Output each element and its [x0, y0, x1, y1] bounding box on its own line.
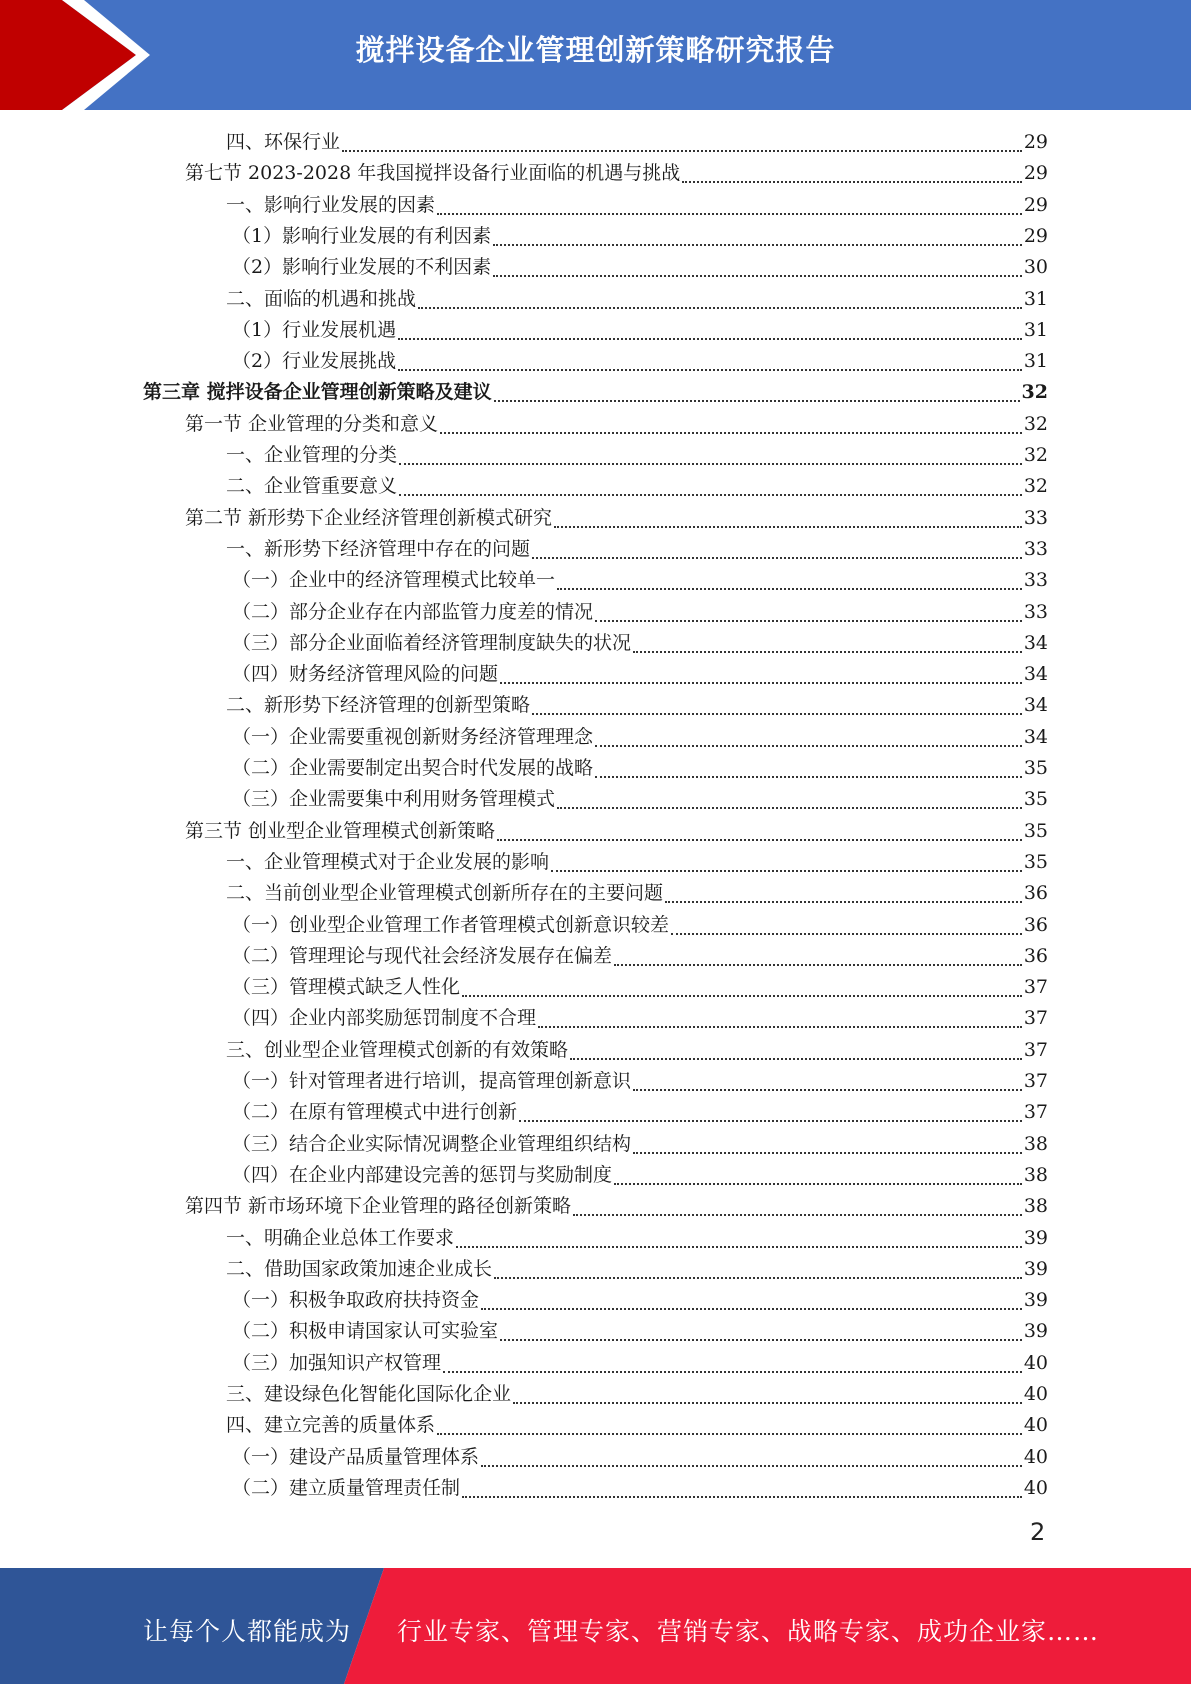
toc-entry-page: 32 [1023, 444, 1048, 466]
toc-entry[interactable] [143, 377, 1048, 408]
toc-leader-dots [595, 776, 1022, 778]
toc-entry-page: 39 [1023, 1320, 1048, 1342]
toc-entry[interactable] [226, 534, 1048, 565]
toc-leader-dots [462, 1496, 1022, 1498]
toc-leader-dots [443, 1371, 1022, 1373]
toc-entry[interactable] [226, 1254, 1048, 1285]
toc-entry-title: （二）管理理论与现代社会经济发展存在偏差 [232, 945, 613, 967]
footer-slogan-right: 行业专家、管理专家、营销专家、战略专家、成功企业家…… [397, 1617, 1100, 1646]
toc-leader-dots [538, 1026, 1022, 1028]
toc-entry[interactable] [232, 346, 1048, 377]
toc-entry[interactable] [232, 628, 1048, 659]
toc-entry-page: 37 [1023, 1007, 1048, 1029]
toc-entry[interactable] [232, 1348, 1048, 1379]
toc-leader-dots [398, 338, 1022, 340]
toc-leader-dots [493, 244, 1022, 246]
toc-leader-dots [437, 1433, 1022, 1435]
toc-entry-page: 29 [1023, 162, 1048, 184]
toc-entry-title: （1）行业发展机遇 [232, 319, 397, 341]
toc-entry-page: 34 [1023, 694, 1048, 716]
toc-entry-title: 第七节 2023-2028 年我国搅拌设备行业面临的机遇与挑战 [185, 162, 681, 184]
toc-entry-title: （一）企业需要重视创新财务经济管理理念 [232, 726, 594, 748]
toc-leader-dots [342, 150, 1022, 152]
toc-entry[interactable] [232, 315, 1048, 346]
toc-leader-dots [614, 964, 1022, 966]
toc-entry[interactable] [232, 1003, 1048, 1034]
toc-entry[interactable] [185, 503, 1048, 534]
toc-entry[interactable] [232, 1097, 1048, 1128]
toc-entry-title: （四）在企业内部建设完善的惩罚与奖励制度 [232, 1164, 613, 1186]
toc-entry[interactable] [226, 190, 1048, 221]
toc-entry-page: 34 [1023, 632, 1048, 654]
toc-leader-dots [500, 682, 1022, 684]
toc-entry[interactable] [232, 221, 1048, 252]
toc-entry-title: （2）影响行业发展的不利因素 [232, 256, 492, 278]
toc-entry[interactable] [185, 158, 1048, 189]
toc-entry-title: （一）针对管理者进行培训，提高管理创新意识 [232, 1070, 632, 1092]
toc-entry-title: 二、企业管重要意义 [226, 475, 398, 497]
toc-leader-dots [614, 1183, 1022, 1185]
toc-entry[interactable] [226, 1035, 1048, 1066]
toc-entry[interactable] [226, 1410, 1048, 1441]
toc-entry[interactable] [232, 252, 1048, 283]
toc-entry[interactable] [226, 1223, 1048, 1254]
toc-entry-title: 第二节 新形势下企业经济管理创新模式研究 [185, 507, 553, 529]
toc-entry[interactable] [226, 440, 1048, 471]
toc-entry-page: 31 [1023, 350, 1048, 372]
page-number: 2 [1030, 1518, 1046, 1546]
toc-leader-dots [493, 275, 1022, 277]
toc-entry-title: 一、明确企业总体工作要求 [226, 1227, 455, 1249]
toc-entry[interactable] [232, 1473, 1048, 1504]
toc-entry[interactable] [232, 1066, 1048, 1097]
toc-entry[interactable] [232, 1442, 1048, 1473]
toc-entry-title: 三、创业型企业管理模式创新的有效策略 [226, 1039, 569, 1061]
toc-leader-dots [570, 1058, 1022, 1060]
toc-entry-page: 36 [1023, 914, 1048, 936]
toc-entry-page: 39 [1023, 1227, 1048, 1249]
toc-entry[interactable] [232, 753, 1048, 784]
toc-entry-page: 30 [1023, 256, 1048, 278]
toc-entry-page: 32 [1023, 413, 1048, 435]
toc-entry-page: 29 [1023, 131, 1048, 153]
toc-entry-title: （三）加强知识产权管理 [232, 1352, 442, 1374]
toc-entry-page: 38 [1023, 1133, 1048, 1155]
toc-leader-dots [671, 933, 1022, 935]
toc-entry-page: 35 [1023, 851, 1048, 873]
toc-entry-page: 34 [1023, 726, 1048, 748]
toc-entry-title: 二、借助国家政策加速企业成长 [226, 1258, 493, 1280]
toc-leader-dots [557, 588, 1022, 590]
toc-leader-dots [440, 432, 1022, 434]
toc-entry[interactable] [232, 784, 1048, 815]
toc-entry-title: （三）部分企业面临着经济管理制度缺失的状况 [232, 632, 632, 654]
toc-entry[interactable] [226, 847, 1048, 878]
toc-entry-page: 32 [1023, 475, 1048, 497]
toc-leader-dots [633, 1089, 1022, 1091]
toc-entry-title: 四、建立完善的质量体系 [226, 1414, 436, 1436]
toc-entry-title: （2）行业发展挑战 [232, 350, 397, 372]
toc-entry-title: 四、环保行业 [226, 131, 341, 153]
toc-entry-title: 第一节 企业管理的分类和意义 [185, 413, 439, 435]
toc-leader-dots [633, 651, 1022, 653]
toc-entry[interactable] [226, 878, 1048, 909]
toc-leader-dots [551, 870, 1022, 872]
toc-entry-title: 三、建设绿色化智能化国际化企业 [226, 1383, 512, 1405]
toc-entry[interactable] [226, 127, 1048, 158]
toc-entry-page: 31 [1023, 288, 1048, 310]
toc-entry-title: （1）影响行业发展的有利因素 [232, 225, 492, 247]
toc-entry-page: 38 [1023, 1164, 1048, 1186]
toc-leader-dots [399, 463, 1022, 465]
toc-leader-dots [456, 1246, 1022, 1248]
toc-entry-title: （二）积极申请国家认可实验室 [232, 1320, 499, 1342]
toc-entry-page: 38 [1023, 1195, 1048, 1217]
toc-entry[interactable] [232, 1285, 1048, 1316]
toc-entry-title: （一）建设产品质量管理体系 [232, 1446, 480, 1468]
toc-entry-title: （三）结合企业实际情况调整企业管理组织结构 [232, 1133, 632, 1155]
toc-entry-title: 一、企业管理模式对于企业发展的影响 [226, 851, 550, 873]
toc-entry[interactable] [185, 816, 1048, 847]
toc-entry[interactable] [185, 409, 1048, 440]
toc-entry-page: 37 [1023, 1039, 1048, 1061]
toc-entry-page: 36 [1023, 945, 1048, 967]
toc-leader-dots [519, 1120, 1022, 1122]
toc-leader-dots [665, 901, 1022, 903]
toc-entry-page: 39 [1023, 1258, 1048, 1280]
toc-entry-title: 二、新形势下经济管理的创新型策略 [226, 694, 531, 716]
toc-entry-title: （一）企业中的经济管理模式比较单一 [232, 569, 556, 591]
toc-leader-dots [418, 307, 1022, 309]
toc-entry[interactable] [232, 1129, 1048, 1160]
report-title: 搅拌设备企业管理创新策略研究报告 [355, 33, 836, 67]
toc-leader-dots [557, 807, 1022, 809]
footer-slogan-left: 让每个人都能成为 [143, 1617, 352, 1646]
toc-entry-page: 33 [1023, 569, 1048, 591]
toc-entry-title: （二）建立质量管理责任制 [232, 1477, 461, 1499]
page-footer [0, 1568, 1191, 1684]
toc-leader-dots [595, 620, 1022, 622]
toc-entry[interactable] [185, 1191, 1048, 1222]
toc-entry-title: 第三节 创业型企业管理模式创新策略 [185, 820, 496, 842]
toc-entry[interactable] [226, 690, 1048, 721]
toc-leader-dots [494, 400, 1020, 402]
toc-entry-page: 40 [1023, 1352, 1048, 1374]
toc-entry-page: 33 [1023, 601, 1048, 623]
toc-entry-title: （四）企业内部奖励惩罚制度不合理 [232, 1007, 537, 1029]
toc-entry-page: 40 [1023, 1383, 1048, 1405]
toc-entry[interactable] [232, 565, 1048, 596]
toc-entry-page: 37 [1023, 976, 1048, 998]
toc-leader-dots [481, 1465, 1022, 1467]
toc-entry-page: 40 [1023, 1414, 1048, 1436]
toc-leader-dots [554, 526, 1022, 528]
toc-entry[interactable] [226, 1379, 1048, 1410]
toc-leader-dots [462, 995, 1022, 997]
toc-entry-title: 一、新形势下经济管理中存在的问题 [226, 538, 531, 560]
toc-entry-page: 37 [1023, 1070, 1048, 1092]
toc-entry-page: 36 [1023, 882, 1048, 904]
toc-entry-page: 29 [1023, 225, 1048, 247]
toc-leader-dots [682, 181, 1022, 183]
toc-entry[interactable] [232, 972, 1048, 1003]
toc-entry-page: 35 [1023, 820, 1048, 842]
toc-entry-title: （三）管理模式缺乏人性化 [232, 976, 461, 998]
toc-leader-dots [437, 213, 1022, 215]
toc-entry-title: 二、面临的机遇和挑战 [226, 288, 417, 310]
toc-leader-dots [633, 1152, 1022, 1154]
toc-entry-title: （二）在原有管理模式中进行创新 [232, 1101, 518, 1123]
toc-entry-page: 32 [1021, 381, 1048, 403]
toc-entry-page: 33 [1023, 538, 1048, 560]
toc-entry-title: （二）部分企业存在内部监管力度差的情况 [232, 601, 594, 623]
toc-entry-title: 一、企业管理的分类 [226, 444, 398, 466]
toc-leader-dots [398, 369, 1022, 371]
toc-entry[interactable] [232, 659, 1048, 690]
toc-entry[interactable] [232, 722, 1048, 753]
toc-entry-page: 29 [1023, 194, 1048, 216]
toc-entry-title: 第四节 新市场环境下企业管理的路径创新策略 [185, 1195, 572, 1217]
toc-entry-title: 一、影响行业发展的因素 [226, 194, 436, 216]
toc-entry-title: （一）积极争取政府扶持资金 [232, 1289, 480, 1311]
toc-entry-title: （二）企业需要制定出契合时代发展的战略 [232, 757, 594, 779]
toc-entry-title: （一）创业型企业管理工作者管理模式创新意识较差 [232, 914, 670, 936]
toc-entry-page: 39 [1023, 1289, 1048, 1311]
toc-leader-dots [481, 1308, 1022, 1310]
toc-leader-dots [494, 1277, 1022, 1279]
toc-leader-dots [500, 1339, 1022, 1341]
toc-entry[interactable] [232, 597, 1048, 628]
toc-entry-page: 31 [1023, 319, 1048, 341]
toc-entry[interactable] [232, 910, 1048, 941]
toc-entry[interactable] [226, 284, 1048, 315]
toc-entry-title: 第三章 搅拌设备企业管理创新策略及建议 [143, 381, 492, 403]
toc-leader-dots [399, 494, 1022, 496]
toc-leader-dots [595, 745, 1022, 747]
toc-entry-page: 40 [1023, 1477, 1048, 1499]
toc-leader-dots [532, 557, 1022, 559]
toc-entry-page: 37 [1023, 1101, 1048, 1123]
toc-entry-title: 二、当前创业型企业管理模式创新所存在的主要问题 [226, 882, 664, 904]
toc-entry-title: （四）财务经济管理风险的问题 [232, 663, 499, 685]
toc-entry[interactable] [232, 1160, 1048, 1191]
page-header [0, 0, 1191, 110]
toc-entry-page: 34 [1023, 663, 1048, 685]
toc-entry[interactable] [232, 1316, 1048, 1347]
toc-leader-dots [497, 839, 1022, 841]
toc-leader-dots [513, 1402, 1022, 1404]
toc-entry[interactable] [232, 941, 1048, 972]
toc-entry-title: （三）企业需要集中利用财务管理模式 [232, 788, 556, 810]
toc-entry[interactable] [226, 471, 1048, 502]
toc-entry-page: 35 [1023, 757, 1048, 779]
toc-entry-page: 40 [1023, 1446, 1048, 1468]
toc-leader-dots [532, 713, 1022, 715]
toc-entry-page: 33 [1023, 507, 1048, 529]
toc-leader-dots [573, 1214, 1022, 1216]
toc-entry-page: 35 [1023, 788, 1048, 810]
